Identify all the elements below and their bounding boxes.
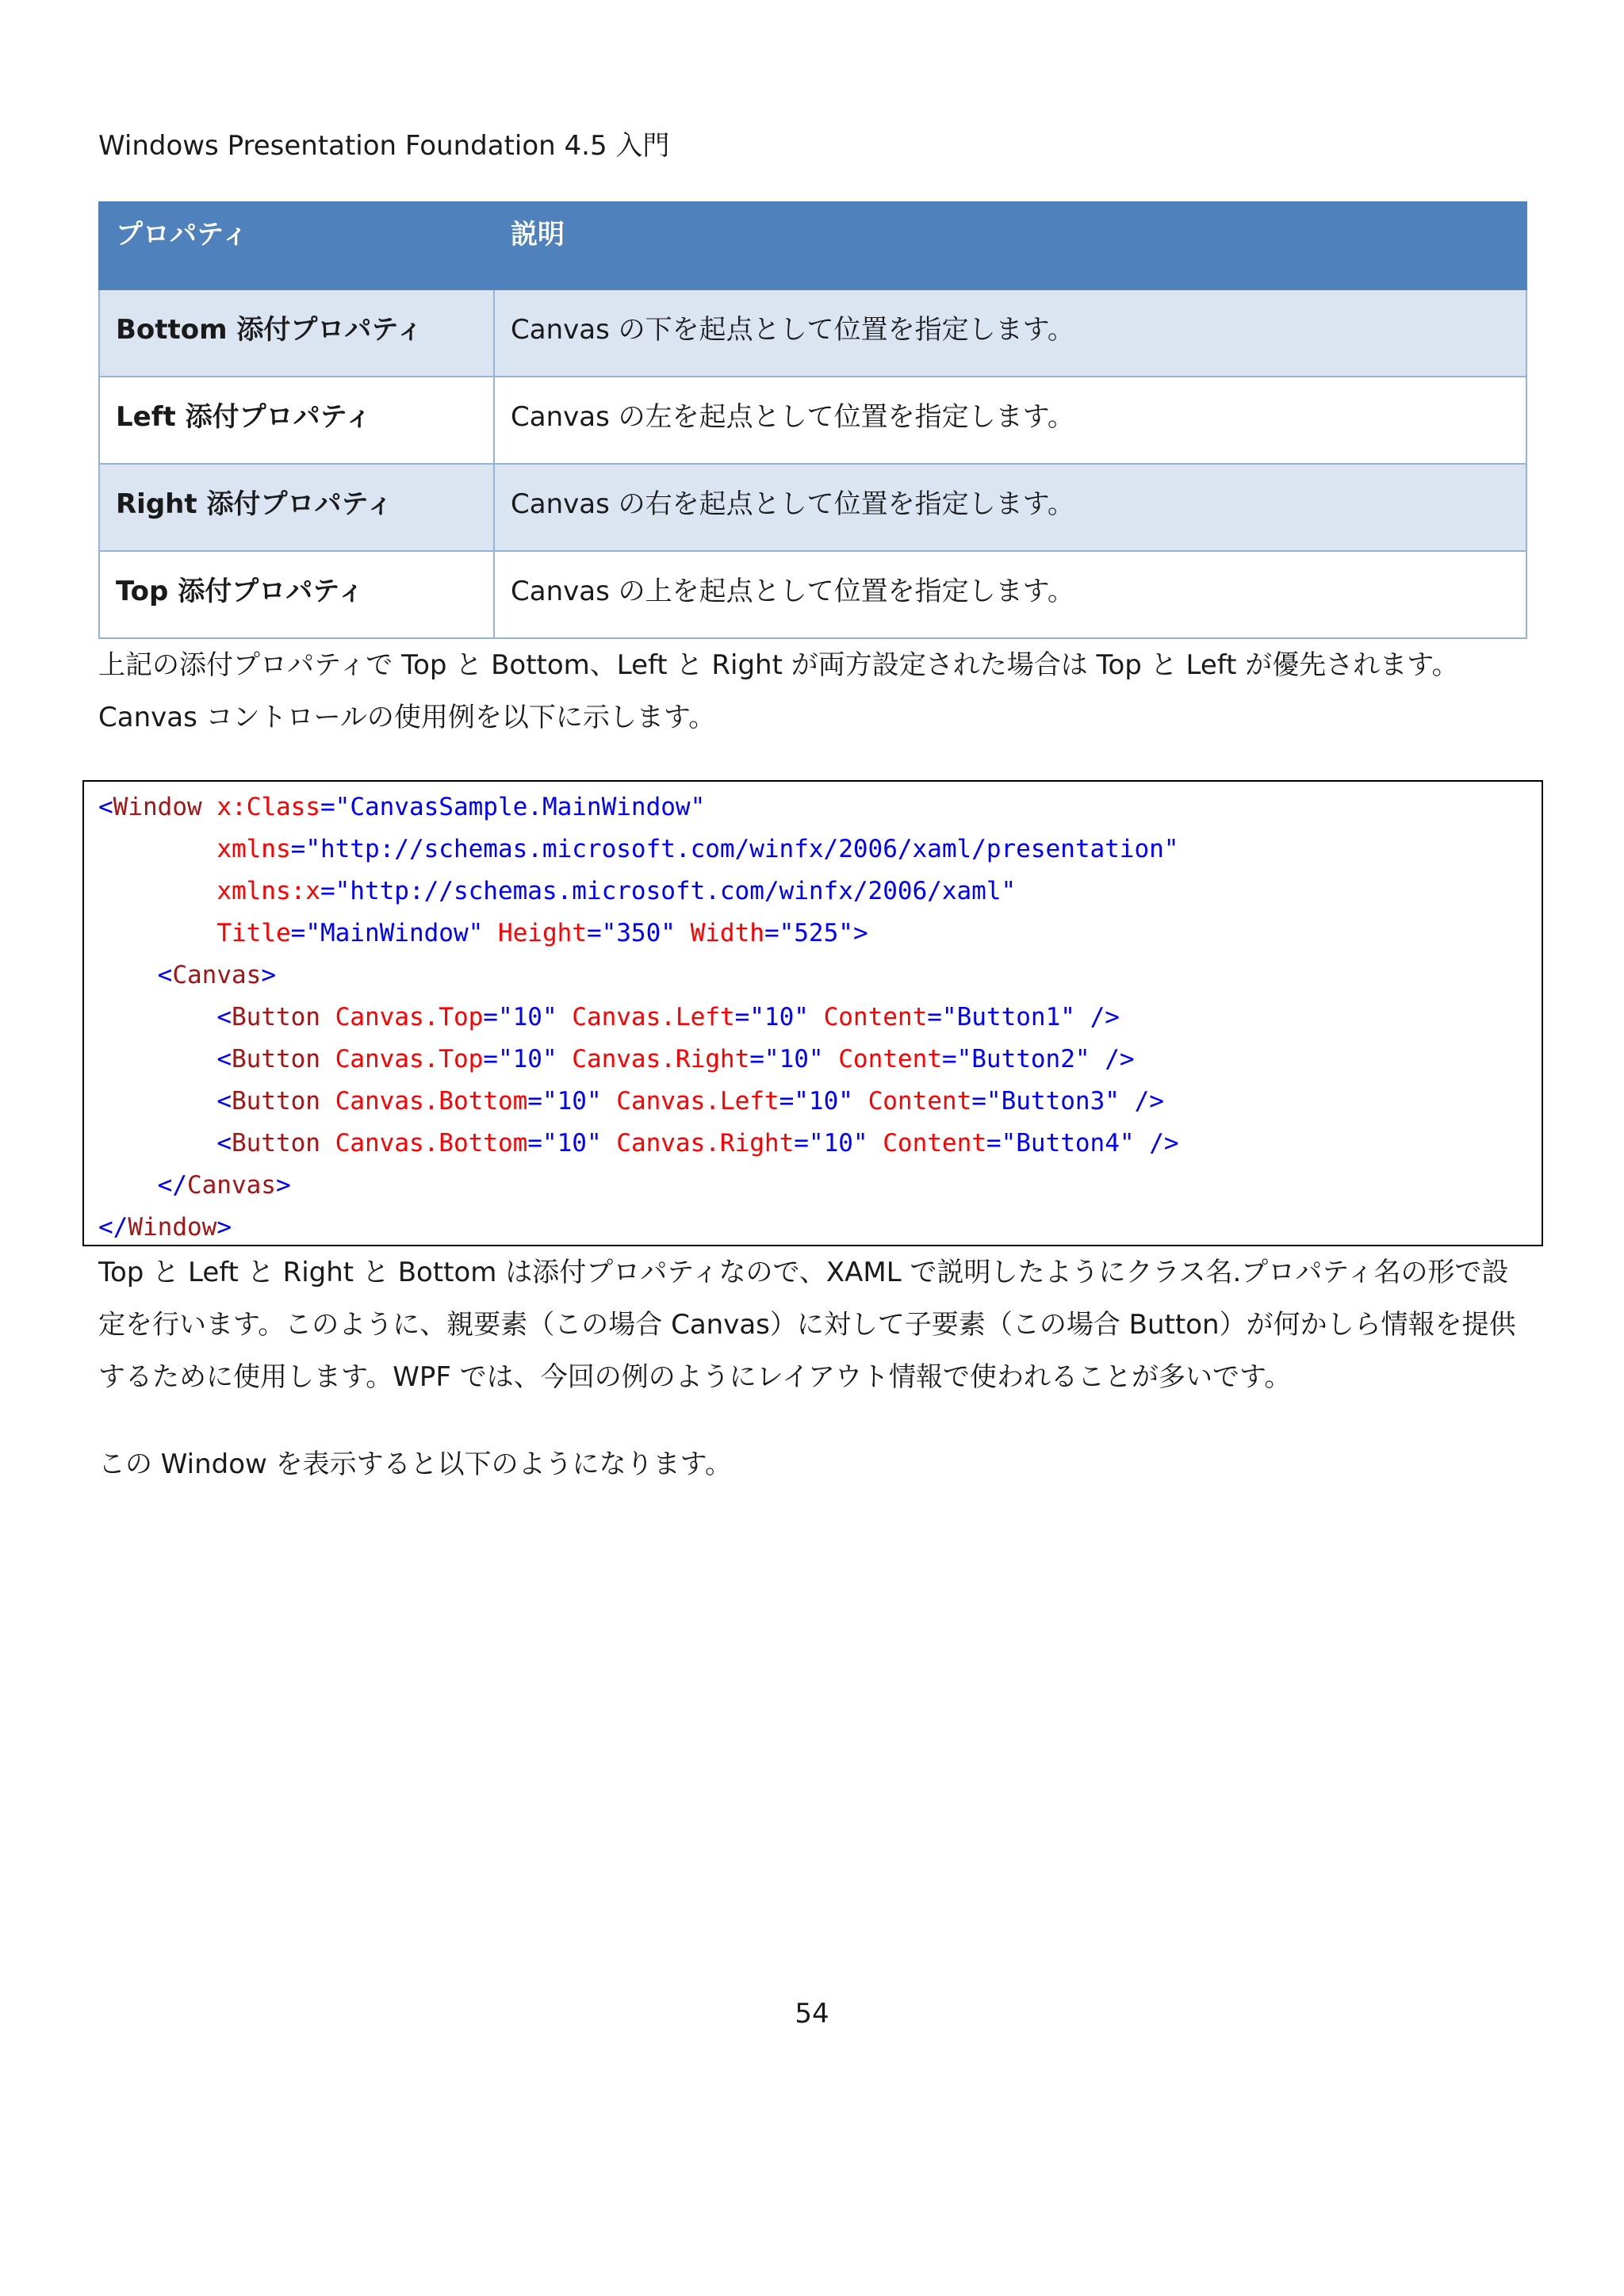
code-line (84, 1123, 1542, 1165)
code-token (98, 919, 216, 947)
code-block (82, 780, 1543, 1246)
code-token (557, 1045, 573, 1073)
table-header-property: プロパティ (99, 202, 494, 289)
code-token: Content (883, 1129, 986, 1158)
code-line (84, 1207, 1542, 1249)
code-token: Button (231, 1003, 320, 1031)
code-token: = (290, 835, 306, 863)
code-token: "350" (601, 919, 676, 947)
code-token: = (971, 1087, 986, 1115)
code-token: = (586, 919, 602, 947)
code-token (809, 1003, 824, 1031)
code-token (98, 1129, 216, 1158)
code-line (84, 997, 1542, 1039)
code-token (602, 1087, 617, 1115)
code-line (84, 871, 1542, 913)
code-token: "http://schemas.microsoft.com/winfx/2006/xaml/presentation" (305, 835, 1179, 863)
code-token: "10" (542, 1087, 602, 1115)
code-token: "10" (542, 1129, 602, 1158)
code-token (202, 793, 217, 821)
property-name: Right 添付プロパティ (99, 464, 494, 551)
code-token (98, 877, 216, 905)
code-token: = (527, 1129, 542, 1158)
code-token: Content (868, 1087, 972, 1115)
code-token (98, 1045, 216, 1073)
code-token: "Button1" (941, 1003, 1075, 1031)
code-token: Canvas (172, 961, 262, 989)
table-row (99, 377, 1526, 464)
code-token: "Button4" (1001, 1129, 1135, 1158)
code-line (84, 955, 1542, 997)
code-token: "10" (497, 1003, 557, 1031)
code-token (676, 919, 691, 947)
code-token: < (216, 1129, 232, 1158)
code-token: = (941, 1045, 957, 1073)
table-row (99, 464, 1526, 551)
code-token: Width (690, 919, 764, 947)
code-token: = (927, 1003, 942, 1031)
code-token: /> (1105, 1045, 1135, 1073)
code-token: = (483, 1045, 498, 1073)
property-description: Canvas の左を起点として位置を指定します。 (494, 377, 1526, 464)
table-row (99, 551, 1526, 638)
code-token: "10" (749, 1003, 809, 1031)
code-token (320, 1045, 335, 1073)
code-token: Canvas.Top (335, 1003, 484, 1031)
code-line (84, 1039, 1542, 1081)
code-token: Content (838, 1045, 942, 1073)
property-description: Canvas の上を起点として位置を指定します。 (494, 551, 1526, 638)
property-description: Canvas の下を起点として位置を指定します。 (494, 289, 1526, 377)
code-token: < (98, 793, 113, 821)
code-token (557, 1003, 573, 1031)
code-line (84, 786, 1542, 828)
code-token (320, 1087, 335, 1115)
code-token: > (275, 1171, 291, 1200)
code-token: /> (1090, 1003, 1120, 1031)
paragraph-priority-note: 上記の添付プロパティで Top と Bottom、Left と Right が両方設定された場合は Top と Left が優先されます。 (98, 649, 1459, 681)
code-token (824, 1045, 839, 1073)
code-token (320, 1003, 335, 1031)
code-token: = (986, 1129, 1002, 1158)
code-token (98, 1003, 216, 1031)
code-token: "MainWindow" (305, 919, 484, 947)
code-token: "http://schemas.microsoft.com/winfx/2006/xaml" (335, 877, 1017, 905)
code-token (483, 919, 498, 947)
table-row (99, 289, 1526, 377)
code-token (320, 1129, 335, 1158)
code-token: Title (216, 919, 291, 947)
code-token (98, 961, 158, 989)
code-token: xmlns:x (216, 877, 320, 905)
code-token: Window (113, 793, 202, 821)
paragraph-display-intro: この Window を表示すると以下のようになります。 (98, 1448, 732, 1480)
code-token (98, 835, 216, 863)
code-token: Canvas.Top (335, 1045, 484, 1073)
paragraph-example-intro: Canvas コントロールの使用例を以下に示します。 (98, 702, 716, 733)
code-token: </ (157, 1171, 187, 1200)
code-token: Button (231, 1129, 320, 1158)
code-token: Button (231, 1087, 320, 1115)
code-token: "CanvasSample.MainWindow" (335, 793, 706, 821)
code-token: = (764, 919, 779, 947)
code-token: "Button3" (986, 1087, 1120, 1115)
code-token (868, 1129, 883, 1158)
code-token: = (794, 1129, 809, 1158)
paragraph-explanation: Top と Left と Right と Bottom は添付プロパティなので、XAML で説明したようにクラス名.プロパティ名の形で設定を行います。このように、親要素（この場合 Canvas）に対して子要素（この場合 Button）が何かしら情報を提供するために使用します。WPF では、今回の例のようにレイアウト情報で使われることが多いです。 (98, 1257, 1516, 1393)
code-token: "Button2" (956, 1045, 1090, 1073)
code-token (98, 1171, 158, 1200)
code-token: < (216, 1045, 232, 1073)
code-token (98, 1087, 216, 1115)
code-token: > (261, 961, 276, 989)
code-token: Content (823, 1003, 928, 1031)
code-token: "525" (779, 919, 853, 947)
code-token: Canvas.Bottom (335, 1087, 528, 1115)
code-token: = (320, 877, 335, 905)
code-token: </ (98, 1213, 128, 1242)
code-token (1075, 1003, 1090, 1031)
code-token (602, 1129, 617, 1158)
code-token: /> (1149, 1129, 1179, 1158)
property-name: Left 添付プロパティ (99, 377, 494, 464)
code-token: Canvas.Right (616, 1129, 795, 1158)
code-token: Height (497, 919, 587, 947)
code-token: x:Class (216, 793, 320, 821)
code-token: < (216, 1003, 232, 1031)
code-token: Canvas.Left (572, 1003, 735, 1031)
code-line (84, 1165, 1542, 1207)
code-token: Canvas (186, 1171, 276, 1200)
code-token: Canvas.Right (572, 1045, 750, 1073)
code-token: = (779, 1087, 795, 1115)
code-line (84, 1081, 1542, 1123)
code-token (1120, 1087, 1135, 1115)
code-token: = (734, 1003, 750, 1031)
code-token: = (483, 1003, 498, 1031)
code-token: > (852, 919, 868, 947)
code-token: xmlns (216, 835, 291, 863)
code-token: Canvas.Bottom (335, 1129, 528, 1158)
table-header-description: 説明 (494, 202, 1526, 289)
property-description: Canvas の右を起点として位置を指定します。 (494, 464, 1526, 551)
code-token: "10" (808, 1129, 868, 1158)
page-number: 54 (795, 1998, 829, 2030)
code-token: "10" (764, 1045, 824, 1073)
table-header-row (99, 202, 1526, 289)
code-line (84, 828, 1542, 871)
code-line (84, 913, 1542, 955)
code-token: = (320, 793, 335, 821)
code-token: > (216, 1213, 232, 1242)
running-header: Windows Presentation Foundation 4.5 入門 (98, 130, 670, 162)
code-token (1090, 1045, 1105, 1073)
code-token: "10" (497, 1045, 557, 1073)
code-token: = (290, 919, 306, 947)
property-table (98, 201, 1527, 639)
code-token (1135, 1129, 1150, 1158)
code-token: = (749, 1045, 764, 1073)
code-token (853, 1087, 868, 1115)
code-token: Button (231, 1045, 320, 1073)
code-token: < (157, 961, 173, 989)
property-name: Bottom 添付プロパティ (99, 289, 494, 377)
code-token: /> (1134, 1087, 1164, 1115)
code-token: = (527, 1087, 542, 1115)
code-token: Window (128, 1213, 217, 1242)
code-token: Canvas.Left (616, 1087, 779, 1115)
property-name: Top 添付プロパティ (99, 551, 494, 638)
code-token: "10" (794, 1087, 853, 1115)
code-token: < (216, 1087, 232, 1115)
